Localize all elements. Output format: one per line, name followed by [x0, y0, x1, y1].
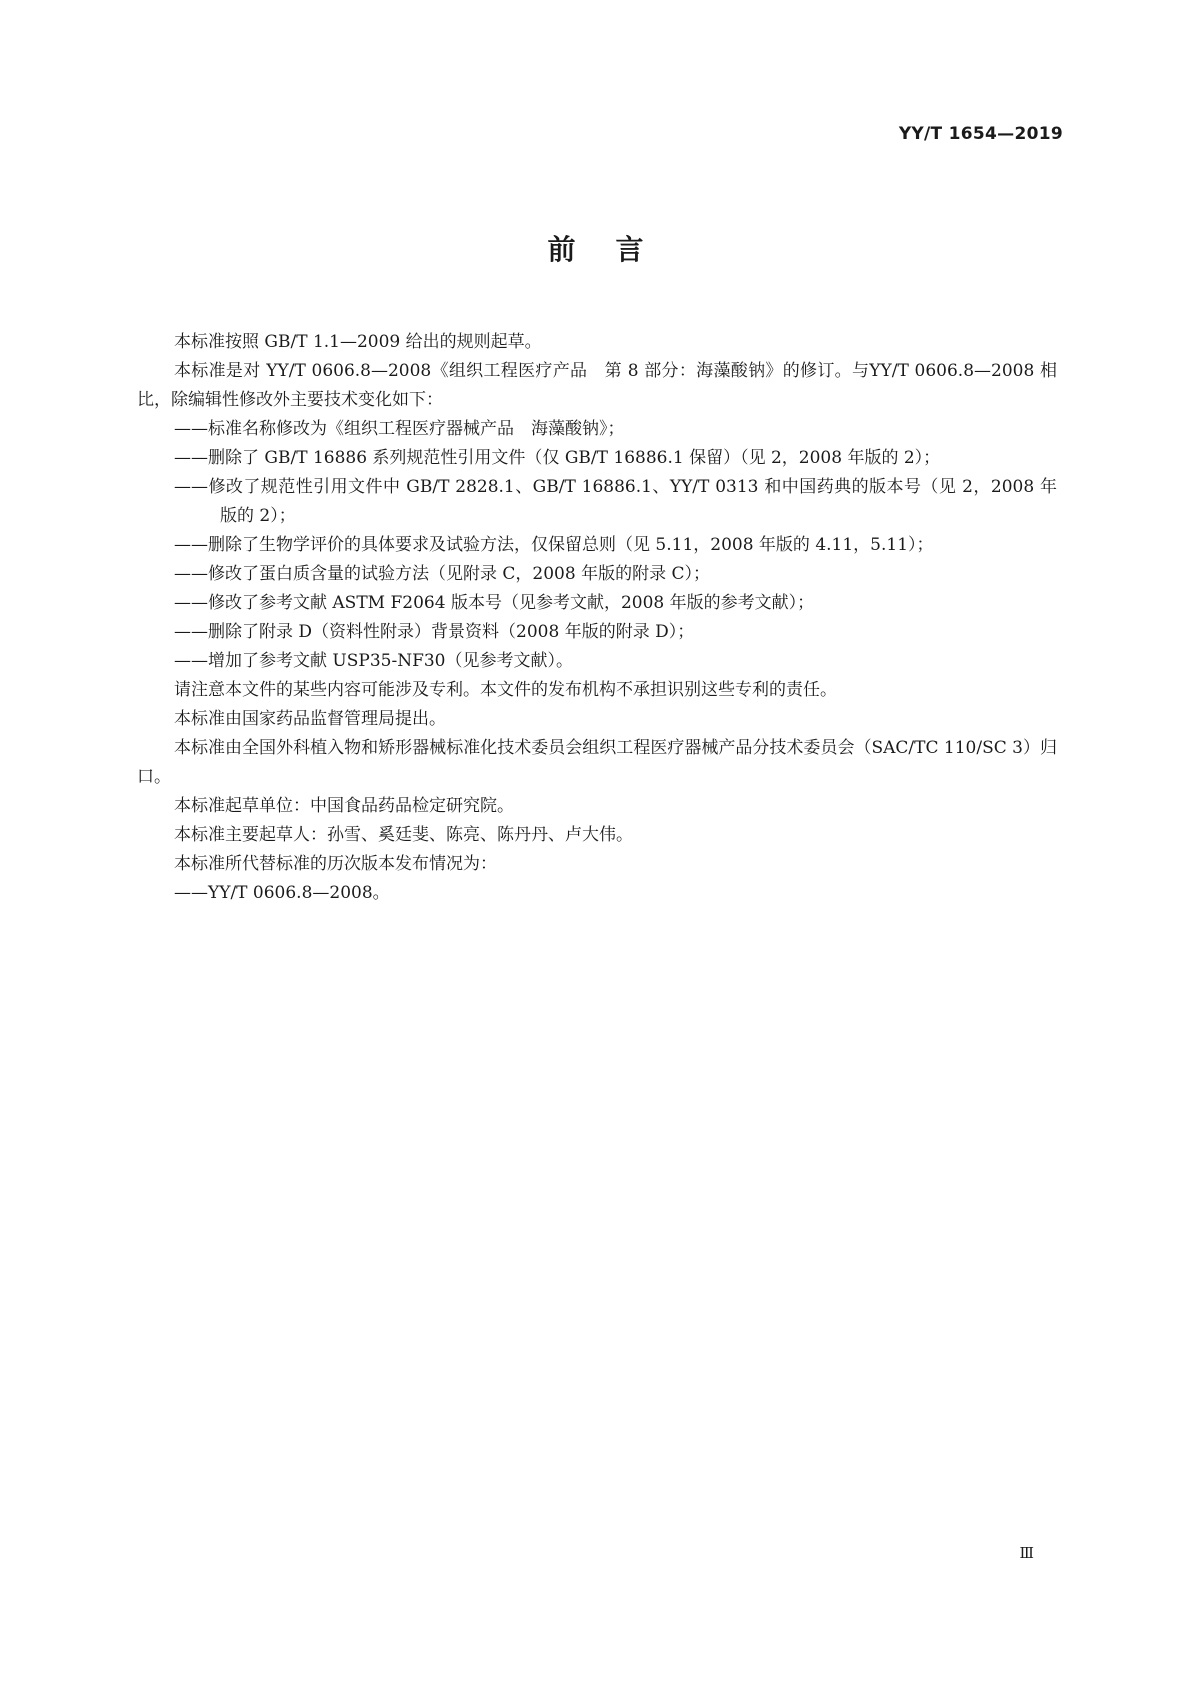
paragraph: 本标准由国家药品监督管理局提出。: [174, 709, 446, 729]
paragraph: 本标准所代替标准的历次版本发布情况为：: [174, 854, 497, 874]
paragraph: 本标准是对 YY/T 0606.8—2008《组织工程医疗产品 第 8 部分：海藻酸钠》的修订。与YY/T 0606.8—2008 相比，除编辑性修改外主要技术变化如下：: [137, 361, 1057, 410]
change-list-item: ——增加了参考文献 USP35-NF30（见参考文献）。: [174, 651, 573, 671]
version-history-item: ——YY/T 0606.8—2008。: [174, 883, 390, 903]
foreword-body: [137, 328, 1057, 908]
change-list-item: ——修改了参考文献 ASTM F2064 版本号（见参考文献，2008 年版的参考文献）；: [174, 593, 815, 613]
change-list-item: ——删除了 GB/T 16886 系列规范性引用文件（仅 GB/T 16886.1 保留）（见 2，2008 年版的 2）；: [174, 448, 941, 468]
paragraph: 本标准由全国外科植入物和矫形器械标准化技术委员会组织工程医疗器械产品分技术委员会（SAC/TC 110/SC 3）归口。: [137, 738, 1057, 787]
change-list-item: ——删除了生物学评价的具体要求及试验方法，仅保留总则（见 5.11，2008 年版的 4.11，5.11）；: [174, 535, 934, 555]
paragraph: 本标准起草单位：中国食品药品检定研究院。: [174, 796, 514, 816]
page-title: 前言: [547, 233, 684, 266]
page-number: Ⅲ: [1019, 1544, 1034, 1562]
change-list-item: ——删除了附录 D（资料性附录）背景资料（2008 年版的附录 D）；: [174, 622, 695, 642]
paragraph: 本标准主要起草人：孙雪、奚廷斐、陈亮、陈丹丹、卢大伟。: [174, 825, 633, 845]
standard-number: YY/T 1654—2019: [898, 124, 1063, 144]
change-list-item: ——修改了蛋白质含量的试验方法（见附录 C，2008 年版的附录 C）；: [174, 564, 710, 584]
change-list-item: ——标准名称修改为《组织工程医疗器械产品 海藻酸钠》；: [174, 419, 625, 439]
paragraph: 本标准按照 GB/T 1.1—2009 给出的规则起草。: [174, 332, 542, 352]
change-list-item: ——修改了规范性引用文件中 GB/T 2828.1、GB/T 16886.1、YY/T 0313 和中国药典的版本号（见 2，2008 年版的 2）；: [174, 477, 1057, 526]
paragraph: 请注意本文件的某些内容可能涉及专利。本文件的发布机构不承担识别这些专利的责任。: [174, 680, 837, 700]
